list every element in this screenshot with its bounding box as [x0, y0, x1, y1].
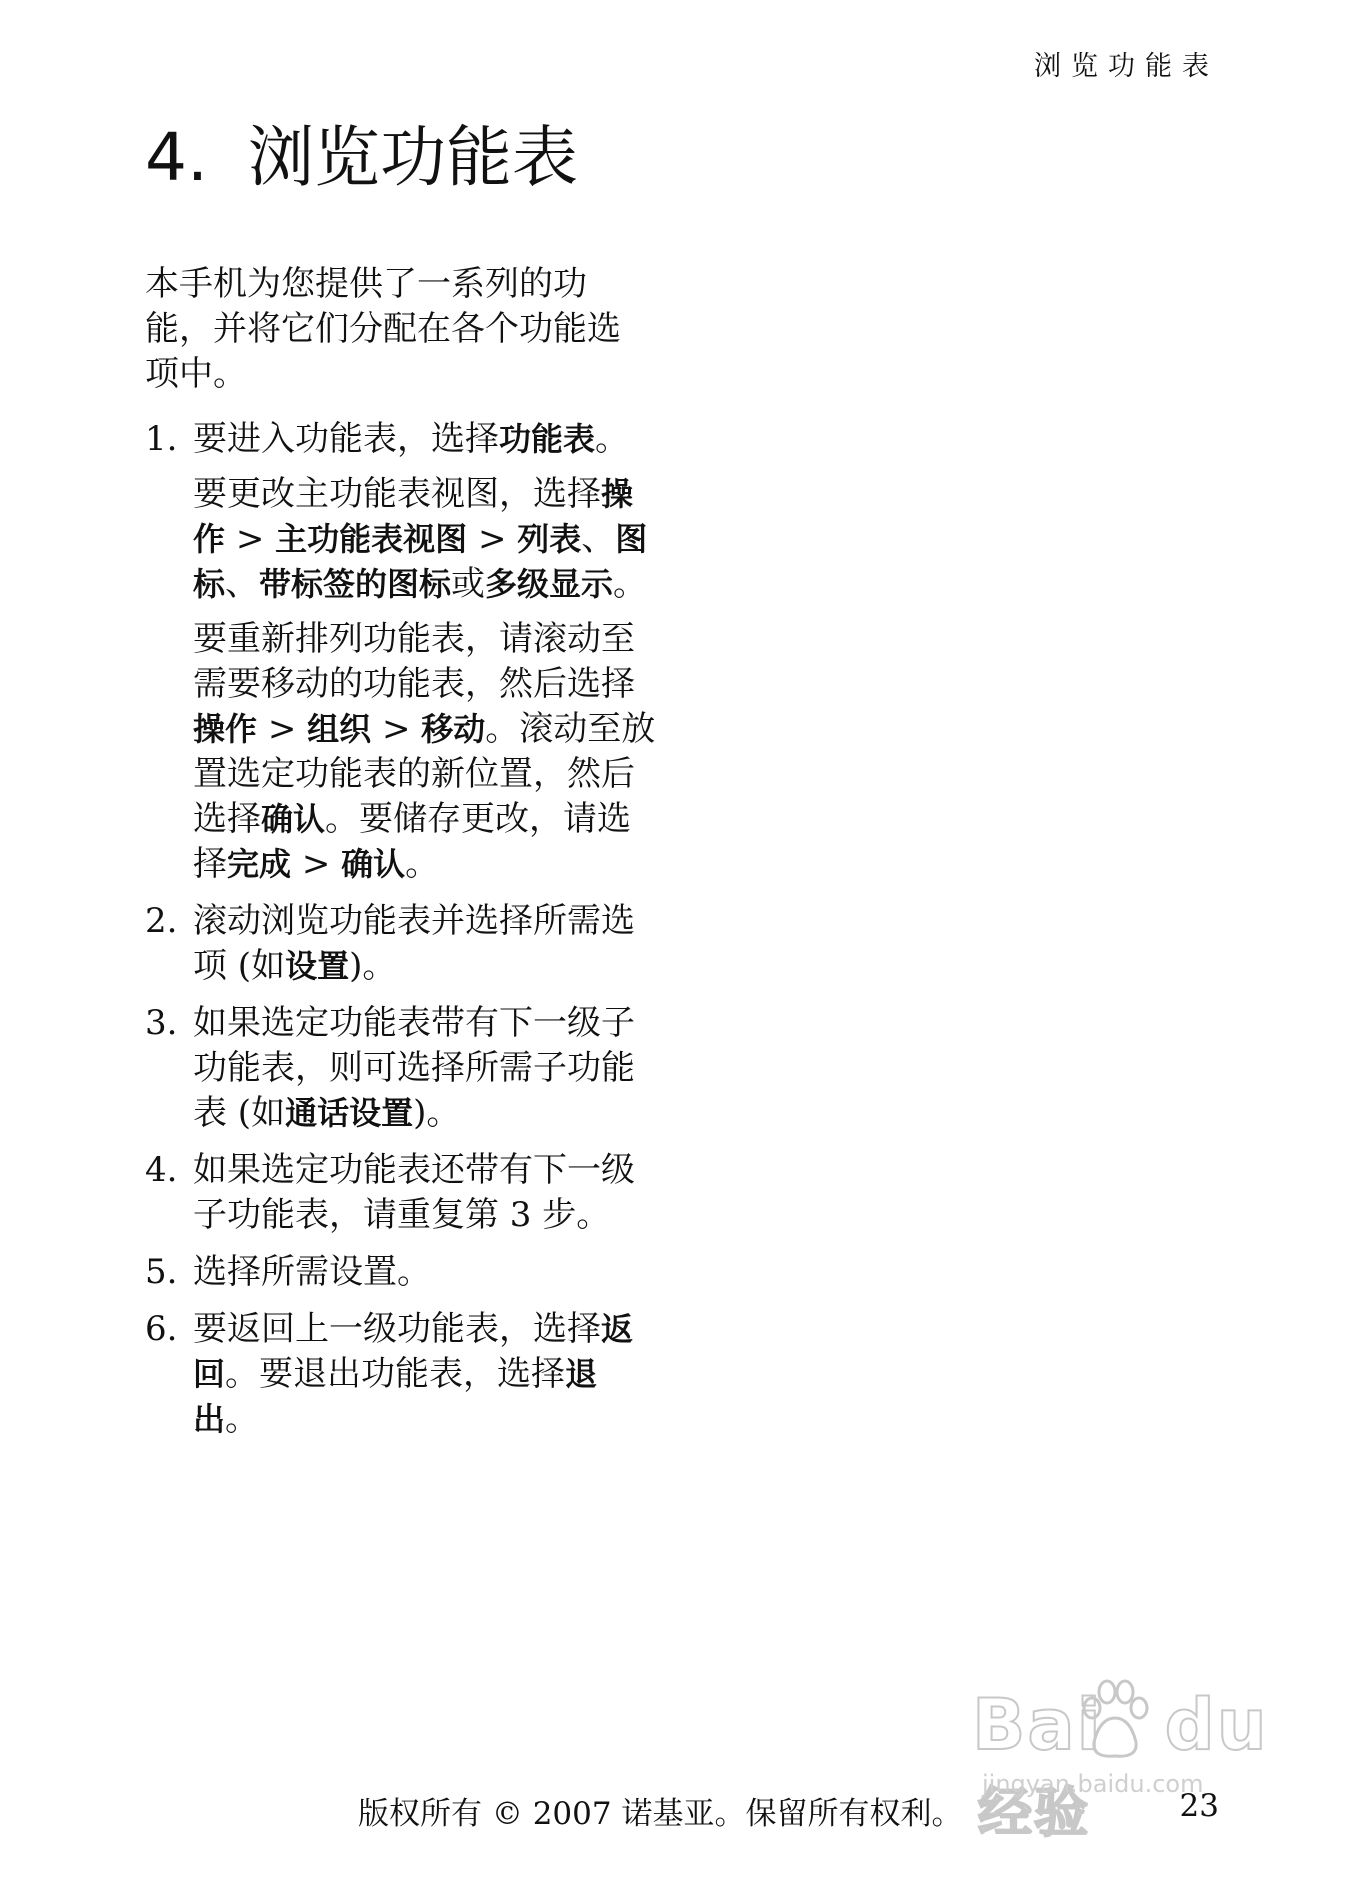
text-run: 、: [581, 519, 616, 559]
menu-term: 确认: [261, 800, 326, 838]
step-item: [145, 1001, 705, 1136]
text-run: 要进入功能表，选择: [193, 419, 499, 459]
menu-term: 退出: [193, 1355, 598, 1438]
text-run: 要返回上一级功能表，选择: [193, 1309, 601, 1349]
step-number: 2.: [145, 901, 178, 941]
text-run: 。滚动至放置选定功能表的新位置，然后选择: [193, 709, 656, 839]
text-run: 如果选定功能表还带有下一级子功能表，请重复第 3 步。: [193, 1150, 635, 1235]
step-item: [145, 1250, 705, 1295]
menu-term: 功能表: [499, 420, 596, 458]
text-run: >: [257, 709, 308, 749]
text-run: 。要退出功能表，选择: [225, 1354, 566, 1394]
step-item: [145, 1307, 705, 1442]
step-sub-paragraph: [193, 617, 663, 887]
watermark-url: jingyan.baidu.com: [982, 1770, 1204, 1798]
text-run: 。: [225, 1399, 260, 1439]
text-run: 要重新排列功能表，请滚动至需要移动的功能表，然后选择: [193, 619, 635, 704]
chapter-name: 浏览功能表: [247, 119, 578, 196]
text-run: 。: [613, 564, 648, 604]
step-text: [193, 417, 653, 462]
menu-term: 返回: [193, 1310, 634, 1393]
running-header: 浏览功能表: [1034, 51, 1219, 82]
menu-term: 确认: [341, 845, 406, 883]
step-item: [145, 899, 705, 989]
text-run: 要更改主功能表视图，选择: [193, 474, 601, 514]
menu-term: 多级显示: [485, 565, 614, 603]
text-run: >: [225, 519, 276, 559]
text-run: 。要储存更改，请选择: [193, 799, 632, 884]
step-item: [145, 417, 705, 887]
menu-term: 主功能表视图: [275, 520, 468, 558]
paw-icon: [1080, 1678, 1150, 1762]
step-number: 6.: [145, 1309, 178, 1349]
page-number: 23: [1179, 1788, 1219, 1824]
text-run: >: [291, 844, 342, 884]
step-number: 5.: [145, 1252, 178, 1292]
menu-term: 通话设置: [285, 1094, 414, 1132]
menu-term: 完成: [227, 845, 292, 883]
step-text: [193, 1250, 653, 1295]
text-run: 。: [405, 844, 440, 884]
menu-term: 操作: [193, 475, 634, 558]
steps-list: [145, 417, 705, 1442]
text-run: 、: [225, 564, 260, 604]
step-number: 1.: [145, 419, 178, 459]
text-run: 选择所需设置。: [193, 1252, 431, 1292]
text-run: 如果选定功能表带有下一级子功能表，则可选择所需子功能表 (如: [193, 1003, 635, 1133]
footer-copyright: 版权所有 © 2007 诺基亚。保留所有权利。: [358, 1796, 963, 1832]
text-run: 滚动浏览功能表并选择所需选项 (如: [193, 901, 635, 986]
text-run: >: [371, 709, 422, 749]
chapter-number: 4.: [145, 119, 208, 196]
watermark-brand: Bai du经验: [972, 1684, 1269, 1844]
text-run: >: [467, 519, 518, 559]
step-text: [193, 899, 653, 989]
intro-paragraph: 本手机为您提供了一系列的功能，并将它们分配在各个功能选项中。: [145, 264, 621, 394]
menu-term: 设置: [285, 947, 350, 985]
menu-term: 移动: [421, 710, 486, 748]
step-item: [145, 1148, 705, 1238]
step-sub-paragraph: [193, 472, 663, 607]
text-run: )。: [349, 946, 397, 986]
step-text: [193, 1001, 653, 1136]
chapter-title: [145, 118, 578, 197]
step-number: 4.: [145, 1150, 178, 1190]
text-run: 或: [451, 564, 486, 604]
text-run: 。: [595, 419, 630, 459]
body-content: [145, 262, 705, 1454]
step-text: [193, 1307, 653, 1442]
step-text: [193, 1148, 653, 1238]
menu-term: 列表: [517, 520, 582, 558]
menu-term: 图标: [193, 520, 648, 603]
menu-term: 操作: [193, 710, 258, 748]
menu-term: 带标签的图标: [259, 565, 452, 603]
menu-term: 组织: [307, 710, 372, 748]
step-number: 3.: [145, 1003, 178, 1043]
text-run: )。: [413, 1093, 461, 1133]
